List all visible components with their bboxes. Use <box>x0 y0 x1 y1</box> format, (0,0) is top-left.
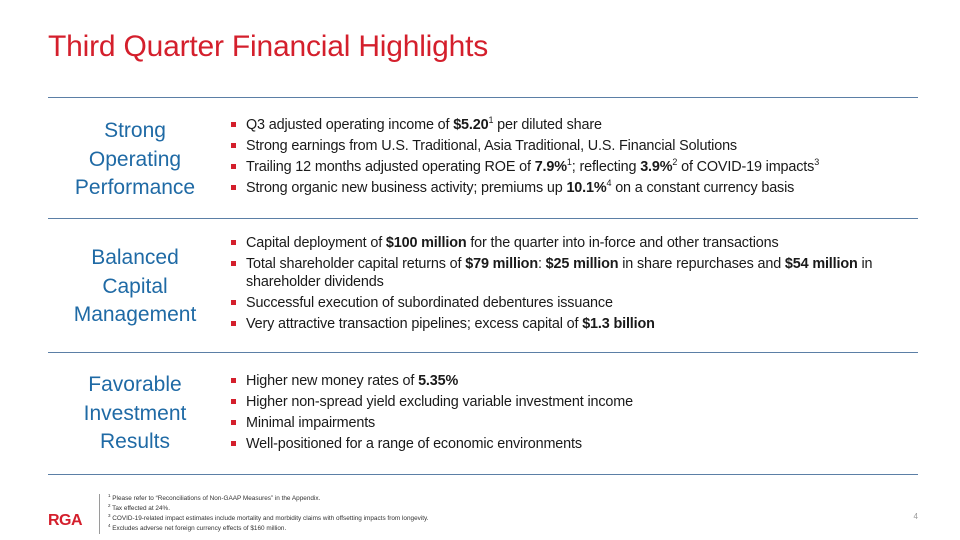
footnote-number: 4 <box>108 522 111 528</box>
bullet-item <box>231 414 921 432</box>
text-run: on a constant currency basis <box>611 180 795 196</box>
heading-line: Management <box>73 303 197 326</box>
text-run: of COVID-19 impacts <box>677 159 815 175</box>
highlight-value: 3.9% <box>640 159 673 175</box>
highlight-value: 5.35% <box>418 373 459 389</box>
bullet-list <box>231 234 921 336</box>
bullet-item <box>231 372 921 390</box>
bullet-list <box>231 372 921 456</box>
footnote-ref: 1 <box>566 157 572 168</box>
bullet-item <box>231 179 921 197</box>
heading-line: Favorable <box>88 373 182 396</box>
page-number: 4 <box>913 512 918 521</box>
text-run: Very attractive transaction pipelines; excess capital of <box>246 316 583 332</box>
heading-line: Results <box>99 430 171 453</box>
text-run: : <box>537 256 546 272</box>
highlight-value: $54 million <box>784 256 858 272</box>
bullet-item <box>231 294 921 312</box>
footnote-ref: 2 <box>672 157 678 168</box>
text-run: Capital deployment of <box>246 235 386 251</box>
footnote-text: COVID-19-related impact estimates include mortality and morbidity claims with offsetting impacts from longevity. <box>110 515 429 522</box>
bullet-item <box>231 435 921 453</box>
heading-line: Investment <box>83 401 187 425</box>
section-capital-management <box>48 219 918 352</box>
section-operating-performance <box>48 98 918 218</box>
logo-divider <box>99 494 100 534</box>
footnote-number: 3 <box>108 512 111 518</box>
footnote-text: Tax effected at 24%. <box>110 505 170 512</box>
section-heading <box>48 371 222 457</box>
footnote-ref: 1 <box>488 115 494 126</box>
section-investment-results <box>48 353 918 474</box>
bullet-item <box>231 116 921 134</box>
highlight-value: $5.20 <box>453 117 489 133</box>
text-run: Higher non-spread yield excluding variable investment income <box>246 394 633 410</box>
footnotes <box>108 494 429 534</box>
bullet-item <box>231 315 921 333</box>
rga-logo <box>48 510 92 528</box>
divider <box>48 474 918 475</box>
footnote <box>108 524 429 534</box>
footnote <box>108 514 429 524</box>
text-run: in share repurchases and <box>618 256 785 272</box>
text-run: Trailing 12 months adjusted operating ROE of <box>246 159 535 175</box>
highlight-value: $100 million <box>385 235 467 251</box>
heading-line: Strong <box>104 119 166 142</box>
highlight-value: 10.1% <box>566 180 607 196</box>
highlight-value: 7.9% <box>534 159 567 175</box>
page-title: Third Quarter Financial Highlights <box>48 30 489 63</box>
logo-text: RGA <box>48 512 83 528</box>
text-run: Well-positioned for a range of economic environments <box>246 436 582 452</box>
footnote <box>108 504 429 514</box>
highlight-value: $79 million <box>465 256 538 272</box>
text-run: Minimal impairments <box>246 415 376 431</box>
section-heading <box>48 244 222 330</box>
footnote-number: 1 <box>108 492 111 498</box>
text-run: in shareholder dividends <box>246 256 873 290</box>
text-run: ; reflecting <box>571 159 641 175</box>
text-run: Total shareholder capital returns of <box>246 256 466 272</box>
footnote-ref: 3 <box>814 157 820 168</box>
heading-line: Operating <box>88 147 182 171</box>
highlight-value: $25 million <box>545 256 619 272</box>
text-run: Q3 adjusted operating income of <box>246 117 454 133</box>
text-run: Strong organic new business activity; premiums up <box>246 180 567 196</box>
highlight-value: $1.3 billion <box>582 316 655 332</box>
heading-line: Balanced <box>91 246 179 269</box>
section-heading <box>48 117 222 203</box>
bullet-item <box>231 255 921 291</box>
bullet-item <box>231 158 921 176</box>
heading-line: Capital <box>102 274 168 298</box>
footnote-ref: 4 <box>606 178 612 189</box>
text-run: per diluted share <box>493 117 602 133</box>
footnote-number: 2 <box>108 502 111 508</box>
bullet-item <box>231 393 921 411</box>
text-run: for the quarter into in-force and other transactions <box>466 235 779 251</box>
bullet-item <box>231 137 921 155</box>
text-run: Strong earnings from U.S. Traditional, Asia Traditional, U.S. Financial Solutions <box>246 138 737 154</box>
heading-line: Performance <box>74 176 196 199</box>
footnote <box>108 494 429 504</box>
bullet-list <box>231 116 921 200</box>
footnote-text: Please refer to “Reconciliations of Non-GAAP Measures” in the Appendix. <box>110 495 321 502</box>
text-run: Successful execution of subordinated debentures issuance <box>246 295 613 311</box>
footnote-text: Excludes adverse net foreign currency effects of $160 million. <box>110 525 287 532</box>
bullet-item <box>231 234 921 252</box>
text-run: Higher new money rates of <box>246 373 419 389</box>
